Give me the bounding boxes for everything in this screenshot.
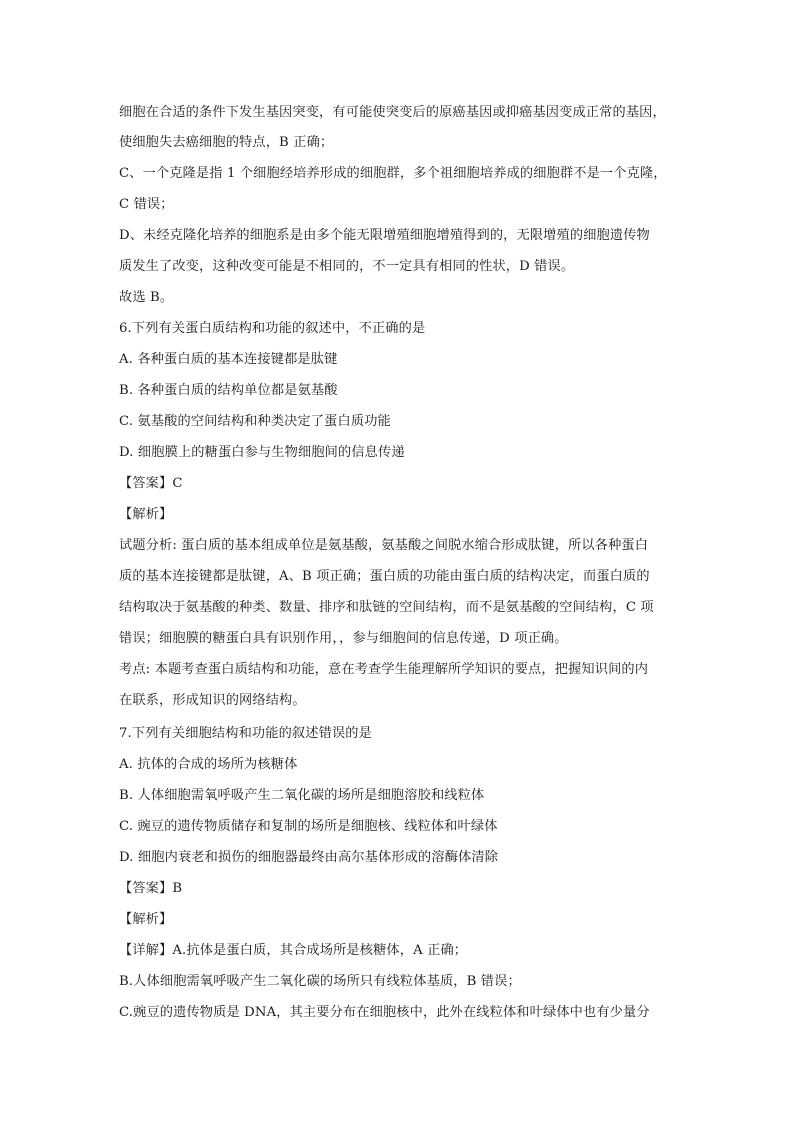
- text-line: 在联系，形成知识的网络结构。: [119, 693, 306, 708]
- text-line: 使细胞失去癌细胞的特点，B 正确；: [119, 135, 334, 150]
- option-c: C. 氨基酸的空间结构和种类决定了蛋白质功能: [119, 414, 391, 429]
- option-b: B. 人体细胞需氧呼吸产生二氧化碳的场所是细胞溶胶和线粒体: [119, 788, 485, 803]
- option-b: B. 各种蛋白质的结构单位都是氨基酸: [119, 383, 338, 398]
- text-line: 故选 B。: [119, 290, 174, 305]
- question-6-stem: 6.下列有关蛋白质结构和功能的叙述中，不正确的是: [119, 321, 426, 336]
- text-line: 【详解】A.抗体是蛋白质，其合成场所是核糖体，A 正确；: [119, 943, 468, 958]
- option-c: C. 豌豆的遗传物质储存和复制的场所是细胞核、线粒体和叶绿体: [119, 819, 498, 834]
- analysis-label: 【解析】: [119, 912, 173, 927]
- text-line: 结构取决于氨基酸的种类、数量、排序和肽链的空间结构，而不是氨基酸的空间结构，C 项: [119, 600, 654, 615]
- option-a: A. 抗体的合成的场所为核糖体: [119, 757, 298, 772]
- question-7-stem: 7.下列有关细胞结构和功能的叙述错误的是: [119, 726, 372, 741]
- text-line: B.人体细胞需氧呼吸产生二氧化碳的场所只有线粒体基质，B 错误；: [119, 974, 521, 989]
- text-line: C、一个克隆是指 1 个细胞经培养形成的细胞群，多个祖细胞培养成的细胞群不是一个克隆，: [119, 166, 667, 181]
- text-line: D、未经克隆化培养的细胞系是由多个能无限增殖细胞增殖得到的，无限增殖的细胞遗传物: [119, 228, 650, 243]
- text-line: 质发生了改变，这种改变可能是不相同的，不一定具有相同的性状，D 错误。: [119, 259, 575, 274]
- answer-label: 【答案】B: [119, 881, 183, 896]
- text-line: C.豌豆的遗传物质是 DNA，其主要分布在细胞核中，此外在线粒体和叶绿体中也有少量分: [119, 1005, 650, 1020]
- option-d: D. 细胞内衰老和损伤的细胞器最终由高尔基体形成的溶酶体清除: [119, 850, 499, 865]
- text-line: 错误；细胞膜的糖蛋白具有识别作用，，参与细胞间的信息传递，D 项正确。: [119, 631, 568, 646]
- text-line: 质的基本连接键都是肽键，A、B 项正确；蛋白质的功能由蛋白质的结构决定，而蛋白质的: [119, 569, 650, 584]
- text-line: 试题分析: 蛋白质的基本组成单位是氨基酸，氨基酸之间脱水缩合形成肽键，所以各种蛋白: [119, 538, 649, 553]
- text-line: 考点: 本题考查蛋白质结构和功能，意在考查学生能理解所学知识的要点，把握知识间的内: [119, 662, 649, 677]
- analysis-label: 【解析】: [119, 507, 173, 522]
- option-d: D. 细胞膜上的糖蛋白参与生物细胞间的信息传递: [119, 445, 405, 460]
- option-a: A. 各种蛋白质的基本连接键都是肽键: [119, 352, 338, 367]
- answer-label: 【答案】C: [119, 476, 183, 491]
- text-line: 细胞在合适的条件下发生基因突变，有可能使突变后的原癌基因或抑癌基因变成正常的基因，: [119, 105, 666, 120]
- text-line: C 错误；: [119, 197, 174, 212]
